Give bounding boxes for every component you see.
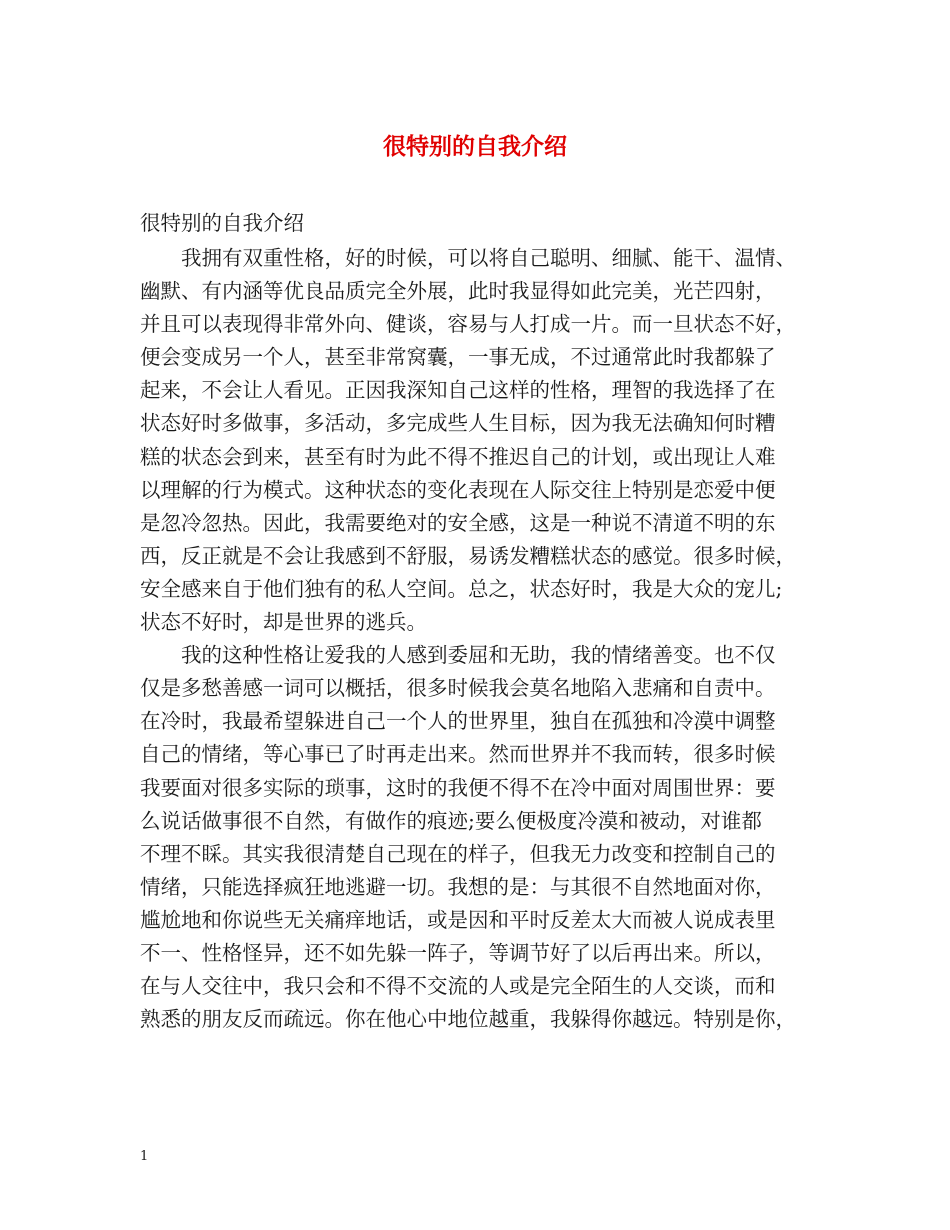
page-number: 1 xyxy=(140,1149,149,1164)
paragraph-line: 便会变成另一个人，甚至非常窝囊，一事无成，不过通常此时我都躲了 xyxy=(140,345,776,370)
paragraph-line: 我拥有双重性格，好的时候，可以将自己聪明、细腻、能干、温情、 xyxy=(181,246,796,270)
paragraph-line: 幽默、有内涵等优良品质完全外展，此时我显得如此完美，光芒四射， xyxy=(140,279,776,304)
paragraph-line: 在冷时，我最希望躲进自己一个人的世界里，独自在孤独和冷漠中调整 xyxy=(140,709,776,734)
paragraph-line: 以理解的行为模式。这种状态的变化表现在人际交往上特别是恋爱中便 xyxy=(140,477,776,502)
paragraph-line: 是忽冷忽热。因此，我需要绝对的安全感，这是一种说不清道不明的东 xyxy=(140,510,776,535)
paragraph-line: 自己的情绪，等心事已了时再走出来。然而世界并不我而转，很多时候 xyxy=(140,742,776,767)
paragraph-line: 状态好时多做事，多活动，多完成些人生目标，因为我无法确知何时糟 xyxy=(140,411,776,436)
paragraph-line: 我的这种性格让爱我的人感到委屈和无助，我的情绪善变。也不仅 xyxy=(181,643,776,668)
document-title: 很特别的自我介绍 xyxy=(383,133,567,160)
paragraph-line: 安全感来自于他们独有的私人空间。总之，状态好时，我是大众的宠儿; xyxy=(140,576,783,601)
paragraph-line: 仅是多愁善感一词可以概括，很多时候我会莫名地陷入悲痛和自责中。 xyxy=(140,676,776,701)
paragraph-line: 我要面对很多实际的琐事，这时的我便不得不在冷中面对周围世界：要 xyxy=(140,775,776,800)
paragraph-line: 并且可以表现得非常外向、健谈，容易与人打成一片。而一旦状态不好， xyxy=(140,312,796,337)
document-subtitle: 很特别的自我介绍 xyxy=(140,211,304,235)
paragraph-line: 熟悉的朋友反而疏远。你在他心中地位越重，我躲得你越远。特别是你， xyxy=(140,1007,796,1032)
paragraph-line: 起来，不会让人看见。正因我深知自己这样的性格，理智的我选择了在 xyxy=(140,378,776,403)
paragraph-line: 不一、性格怪异，还不如先躲一阵子，等调节好了以后再出来。所以， xyxy=(140,940,776,965)
paragraph-line: 状态不好时，却是世界的逃兵。 xyxy=(140,610,427,635)
paragraph-line: 不理不睬。其实我很清楚自己现在的样子，但我无力改变和控制自己的 xyxy=(140,841,776,866)
paragraph-line: 尴尬地和你说些无关痛痒地话，或是因和平时反差太大而被人说成表里 xyxy=(140,907,776,932)
paragraph-line: 么说话做事很不自然，有做作的痕迹;要么便极度冷漠和被动，对谁都 xyxy=(140,808,762,833)
paragraph-line: 情绪，只能选择疯狂地逃避一切。我想的是：与其很不自然地面对你， xyxy=(140,874,776,899)
paragraph-line: 西，反正就是不会让我感到不舒服，易诱发糟糕状态的感觉。很多时候， xyxy=(140,543,796,568)
paragraph-line: 在与人交往中，我只会和不得不交流的人或是完全陌生的人交谈，而和 xyxy=(140,974,776,999)
document-body xyxy=(140,242,830,1036)
paragraph-line: 糕的状态会到来，甚至有时为此不得不推迟自己的计划，或出现让人难 xyxy=(140,444,776,469)
